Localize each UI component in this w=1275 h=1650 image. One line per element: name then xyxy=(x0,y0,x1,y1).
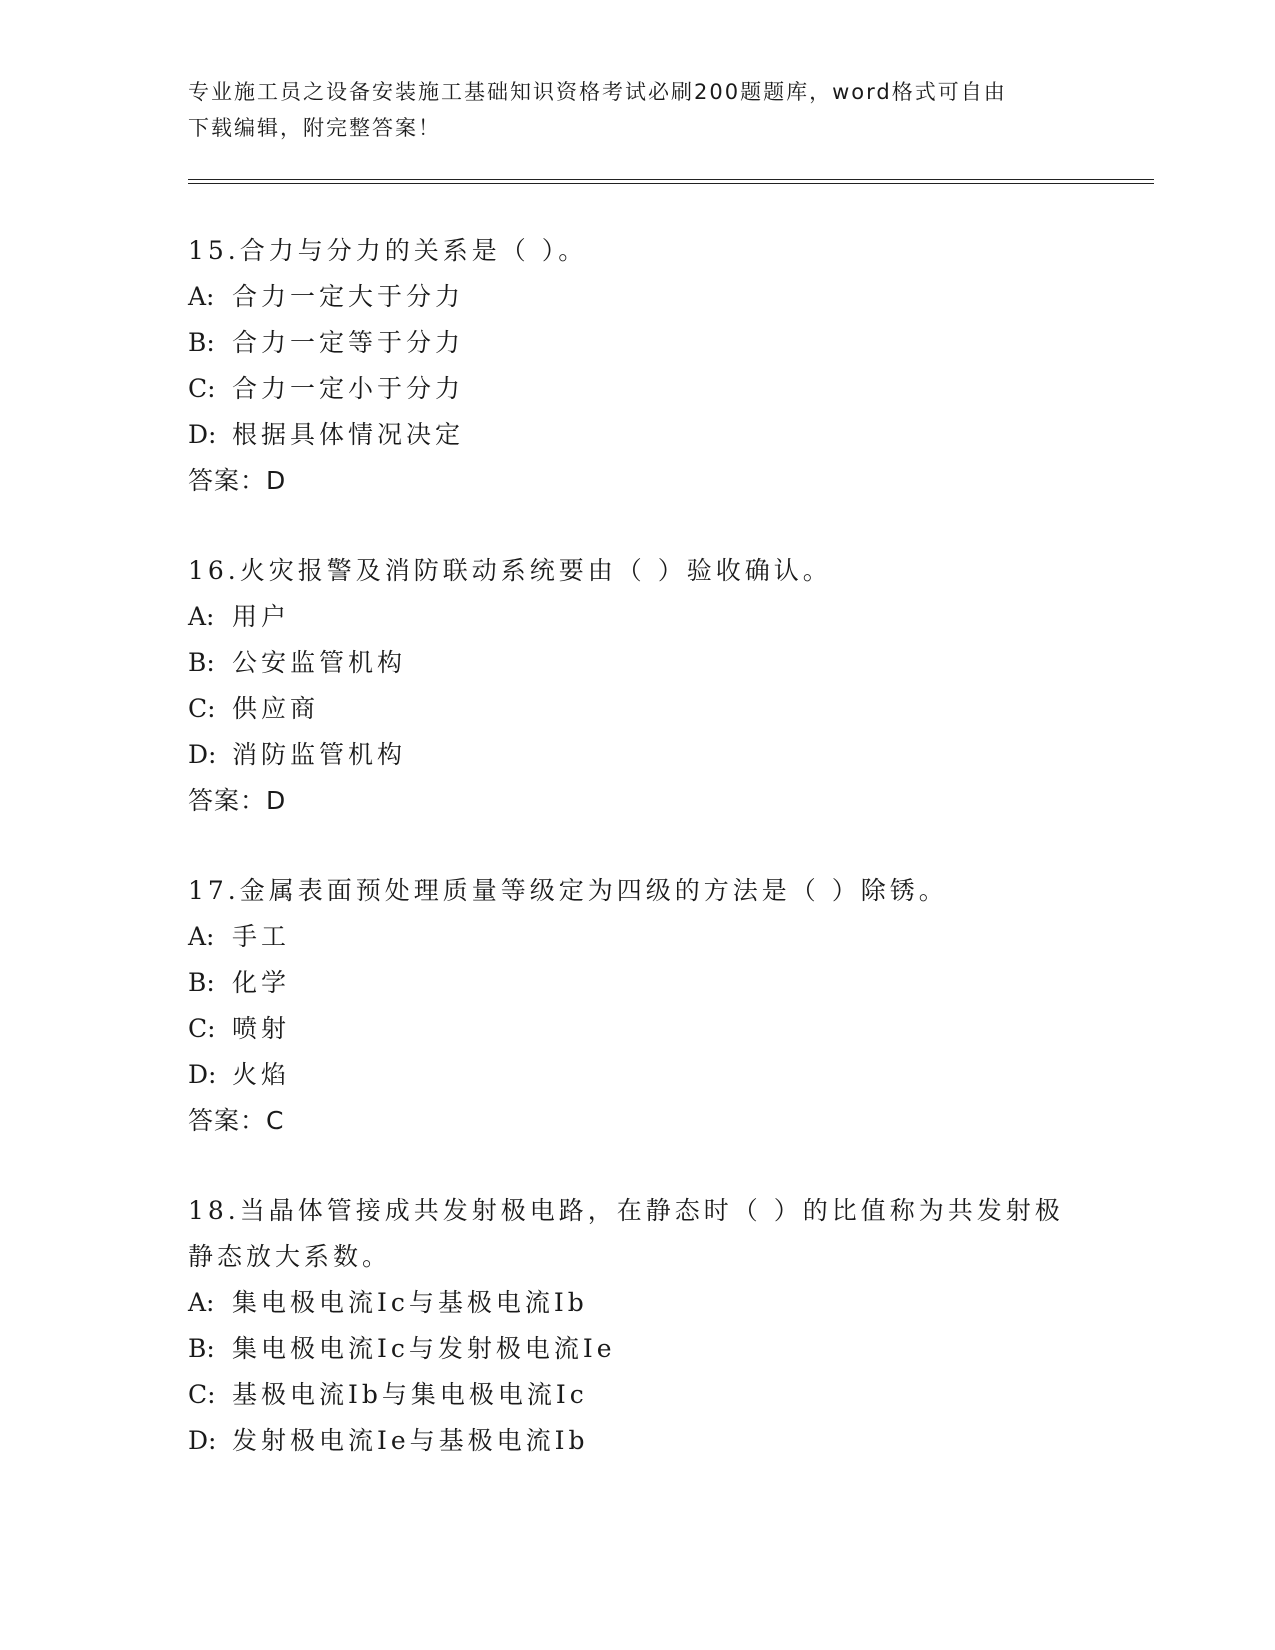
question-stem-line-1: 18.当晶体管接成共发射极电路，在静态时（ ）的比值称为共发射极 xyxy=(188,1196,1064,1225)
option-text: 化学 xyxy=(232,968,291,997)
answer-line: 答案：D xyxy=(188,786,287,815)
option-letter: B: xyxy=(188,648,215,677)
question-stem-line-2: 静态放大系数。 xyxy=(188,1242,392,1271)
option-text: 合力一定大于分力 xyxy=(232,282,465,311)
option-text: 发射极电流Ie与基极电流Ib xyxy=(232,1426,589,1455)
question-18 xyxy=(188,1188,1088,1464)
option-letter: D: xyxy=(188,1060,217,1089)
option-letter: D: xyxy=(188,740,217,769)
option-a xyxy=(188,1280,1088,1326)
option-a xyxy=(188,274,1088,320)
option-letter: A: xyxy=(188,922,215,951)
option-letter: D: xyxy=(188,1426,217,1455)
option-text: 根据具体情况决定 xyxy=(232,420,465,449)
option-text: 手工 xyxy=(232,922,291,951)
option-text: 火焰 xyxy=(232,1060,291,1089)
option-c xyxy=(188,1006,1088,1052)
option-d xyxy=(188,1052,1088,1098)
option-text: 消防监管机构 xyxy=(232,740,407,769)
option-text: 供应商 xyxy=(232,694,320,723)
option-c xyxy=(188,366,1088,412)
option-letter: B: xyxy=(188,968,215,997)
header-title-line-1: 专业施工员之设备安装施工基础知识资格考试必刷200题题库，word格式可自由 xyxy=(188,80,1007,104)
answer-line: 答案：C xyxy=(188,1106,285,1135)
question-stem: 15.合力与分力的关系是（ ）。 xyxy=(188,236,588,265)
document-header xyxy=(188,74,1068,146)
option-letter: A: xyxy=(188,602,215,631)
question-stem: 16.火灾报警及消防联动系统要由（ ）验收确认。 xyxy=(188,556,832,585)
question-stem: 17.金属表面预处理质量等级定为四级的方法是（ ）除锈。 xyxy=(188,876,948,905)
option-letter: B: xyxy=(188,328,215,357)
option-letter: B: xyxy=(188,1334,215,1363)
option-letter: C: xyxy=(188,694,216,723)
option-letter: C: xyxy=(188,374,216,403)
option-b xyxy=(188,320,1088,366)
option-b xyxy=(188,1326,1088,1372)
option-d xyxy=(188,412,1088,458)
option-b xyxy=(188,960,1088,1006)
option-text: 集电极电流Ic与发射极电流Ie xyxy=(232,1334,616,1363)
option-b xyxy=(188,640,1088,686)
question-15 xyxy=(188,228,1088,504)
option-letter: D: xyxy=(188,420,217,449)
option-c xyxy=(188,1372,1088,1418)
option-letter: C: xyxy=(188,1014,216,1043)
option-text: 用户 xyxy=(232,602,291,631)
header-title-line-2: 下载编辑，附完整答案！ xyxy=(188,116,441,140)
option-a xyxy=(188,594,1088,640)
option-text: 公安监管机构 xyxy=(232,648,407,677)
option-letter: C: xyxy=(188,1380,216,1409)
option-letter: A: xyxy=(188,282,215,311)
answer-line: 答案：D xyxy=(188,466,287,495)
question-16 xyxy=(188,548,1088,824)
option-letter: A: xyxy=(188,1288,215,1317)
option-text: 集电极电流Ic与基极电流Ib xyxy=(232,1288,588,1317)
header-divider-bottom xyxy=(188,183,1154,184)
option-text: 合力一定等于分力 xyxy=(232,328,465,357)
option-d xyxy=(188,1418,1088,1464)
option-text: 喷射 xyxy=(232,1014,291,1043)
option-d xyxy=(188,732,1088,778)
option-text: 合力一定小于分力 xyxy=(232,374,465,403)
option-text: 基极电流Ib与集电极电流Ic xyxy=(232,1380,588,1409)
option-c xyxy=(188,686,1088,732)
option-a xyxy=(188,914,1088,960)
question-17 xyxy=(188,868,1088,1144)
header-divider-top xyxy=(188,179,1154,180)
